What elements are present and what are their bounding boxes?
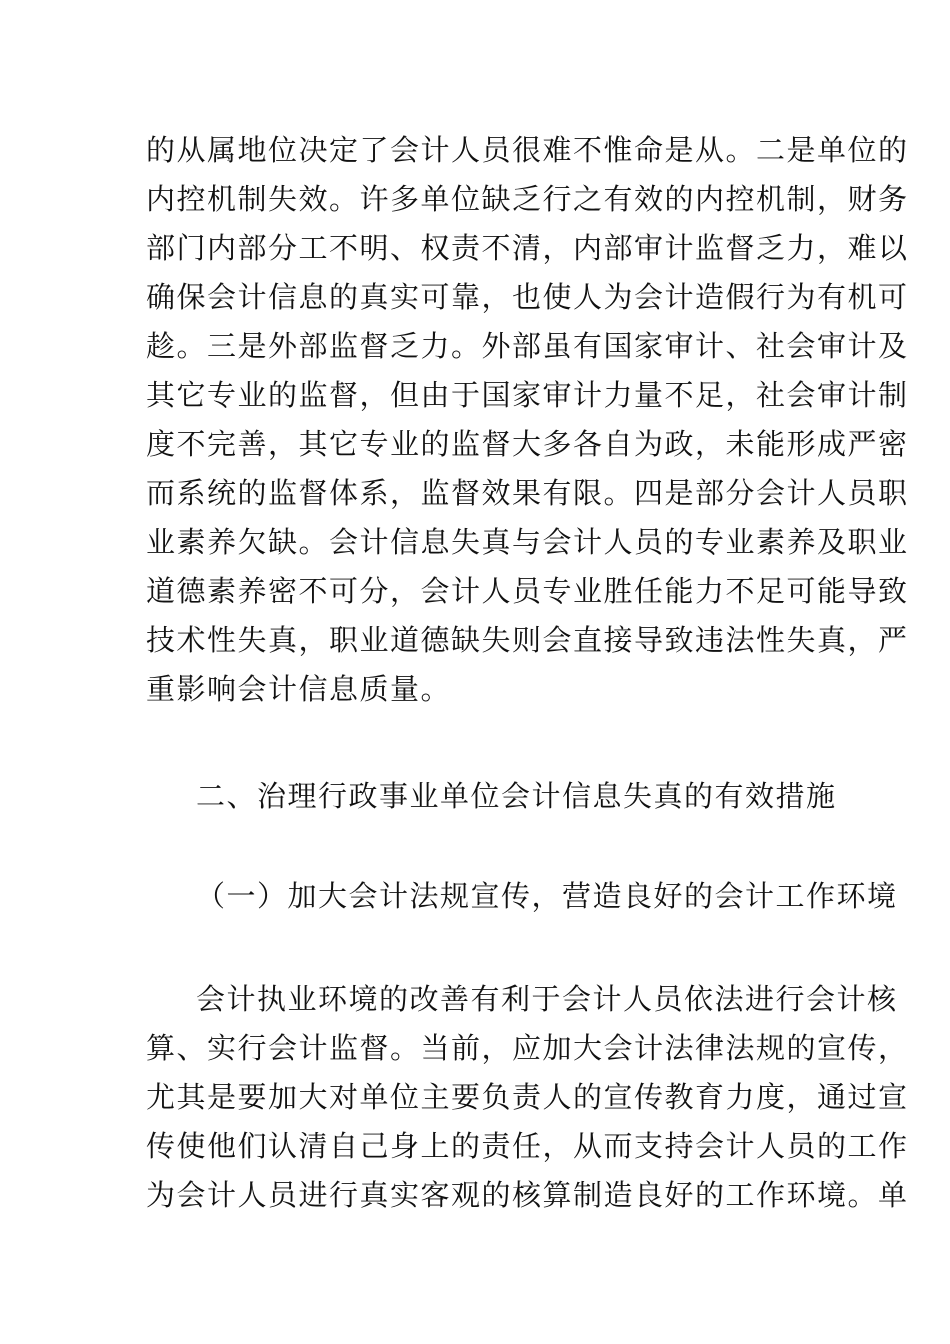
- paragraph-line: 为会计人员进行真实客观的核算制造良好的工作环境。单: [146, 1178, 909, 1212]
- section-heading: 二、治理行政事业单位会计信息失真的有效措施: [196, 779, 837, 813]
- paragraph-line: 度不完善，其它专业的监督大多各自为政，未能形成严密: [146, 427, 909, 461]
- paragraph-line: 确保会计信息的真实可靠，也使人为会计造假行为有机可: [146, 280, 909, 314]
- paragraph-line: 趁。三是外部监督乏力。外部虽有国家审计、社会审计及: [146, 329, 909, 363]
- paragraph-line: 传使他们认清自己身上的责任，从而支持会计人员的工作: [146, 1129, 909, 1163]
- paragraph-line: 算、实行会计监督。当前，应加大会计法律法规的宣传，: [146, 1031, 909, 1065]
- paragraph-line: 的从属地位决定了会计人员很难不惟命是从。二是单位的: [146, 133, 909, 167]
- subsection-heading: （一）加大会计法规宣传，营造良好的会计工作环境: [196, 879, 898, 913]
- paragraph-line: 尤其是要加大对单位主要负责人的宣传教育力度，通过宣: [146, 1080, 909, 1114]
- paragraph-line: 部门内部分工不明、权责不清，内部审计监督乏力，难以: [146, 231, 909, 265]
- paragraph-line: 重影响会计信息质量。: [146, 672, 452, 706]
- paragraph-line: 内控机制失效。许多单位缺乏行之有效的内控机制，财务: [146, 182, 909, 216]
- paragraph-line: 道德素养密不可分，会计人员专业胜任能力不足可能导致: [146, 574, 909, 608]
- paragraph-line: 而系统的监督体系，监督效果有限。四是部分会计人员职: [146, 476, 909, 510]
- paragraph-line: 会计执业环境的改善有利于会计人员依法进行会计核: [196, 982, 898, 1016]
- paragraph-line: 其它专业的监督，但由于国家审计力量不足，社会审计制: [146, 378, 909, 412]
- paragraph-line: 业素养欠缺。会计信息失真与会计人员的专业素养及职业: [146, 525, 909, 559]
- paragraph-line: 技术性失真，职业道德缺失则会直接导致违法性失真，严: [146, 623, 909, 657]
